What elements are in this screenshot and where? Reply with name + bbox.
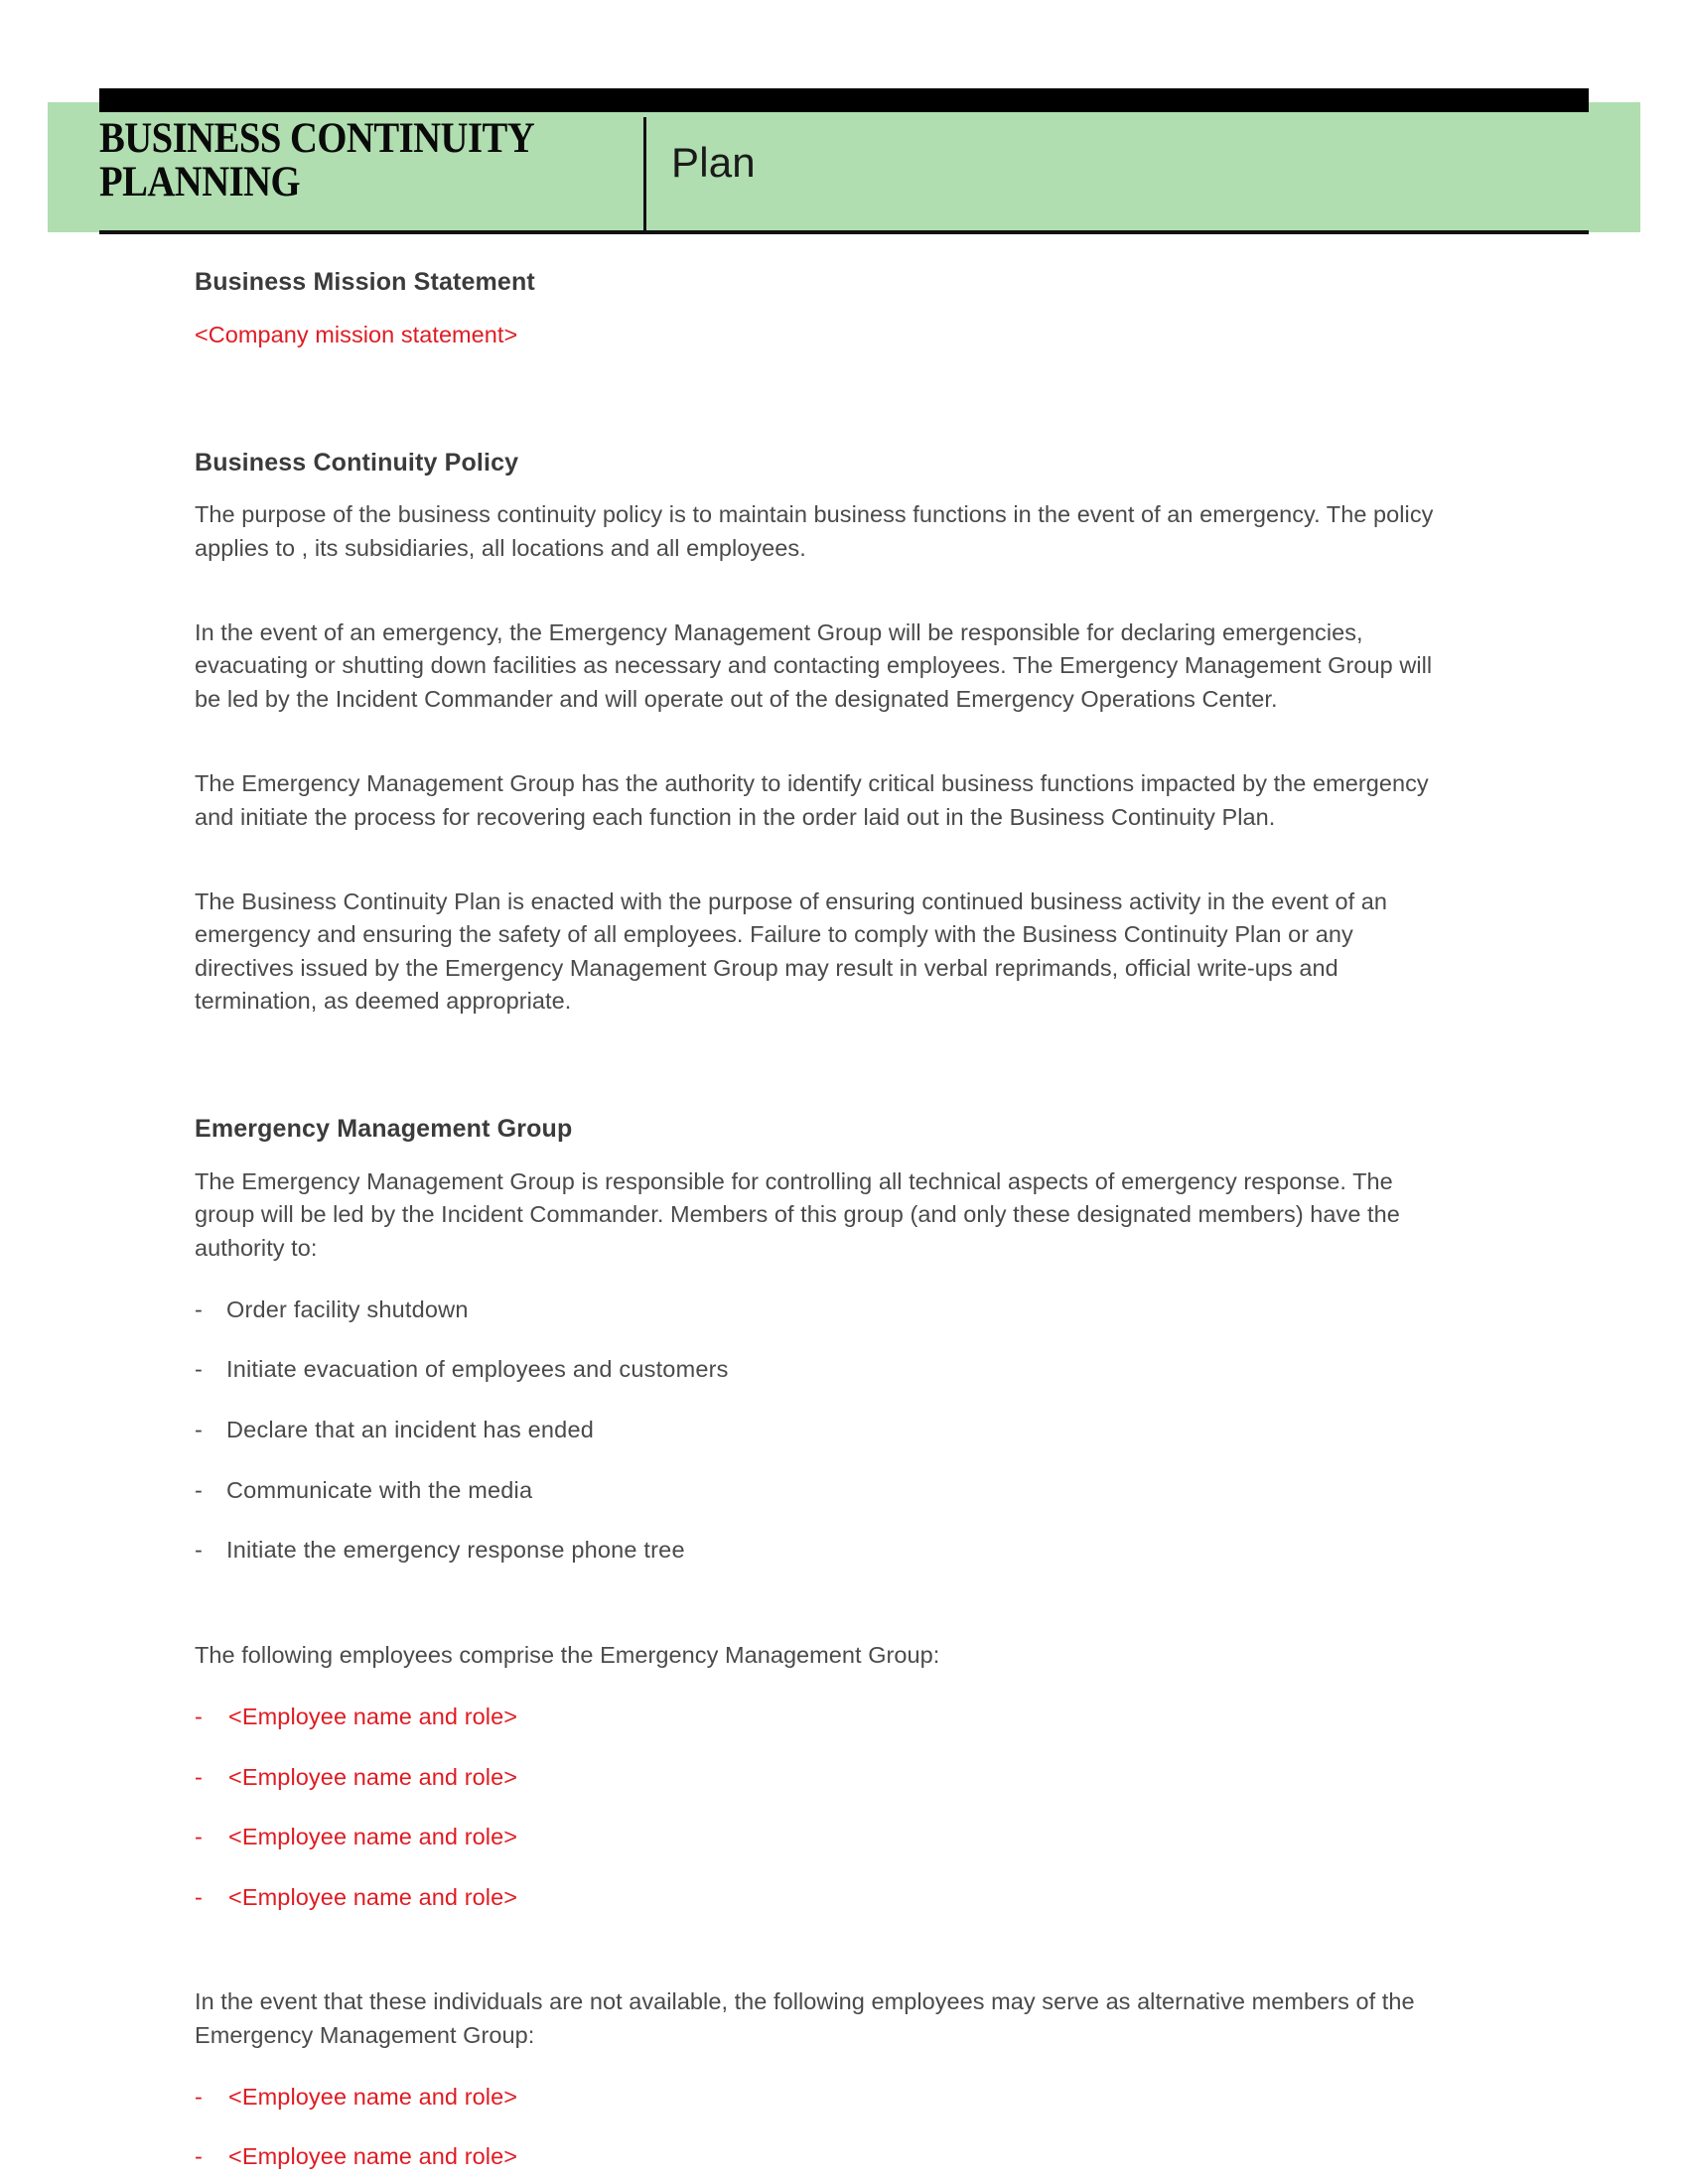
document-header: [0, 0, 1688, 248]
dash-bullet-icon: -: [195, 1416, 203, 1442]
emg-authority-list: [195, 1295, 1448, 1566]
list-item-label: Communicate with the media: [226, 1476, 533, 1503]
emg-members-list: [195, 1702, 1448, 1912]
spacer: [195, 2052, 1448, 2082]
dash-bullet-icon: -: [195, 1824, 203, 1850]
emg-alternates-list: [195, 2082, 1448, 2172]
mission-statement-placeholder: <Company mission statement>: [195, 321, 518, 347]
list-item: [195, 1415, 1448, 1445]
emg-members-intro: The following employees comprise the Emergency Management Group:: [195, 1641, 940, 1668]
list-item: [195, 1475, 1448, 1506]
list-item-label: <Employee name and role>: [228, 1703, 518, 1729]
heading-emergency-management-group: Emergency Management Group: [195, 1115, 573, 1144]
spacer: [195, 478, 1448, 498]
spacer: [195, 1265, 1448, 1295]
brand-logo: [99, 117, 582, 205]
list-item-label: Initiate the emergency response phone tree: [226, 1537, 685, 1564]
list-item-label: <Employee name and role>: [228, 2143, 518, 2170]
spacer: [195, 351, 1448, 447]
brand-logo-line-2: PLANNING: [99, 158, 301, 205]
header-bottom-rule: [99, 230, 1589, 234]
spacer: [195, 565, 1448, 616]
heading-business-mission-statement: Business Mission Statement: [195, 268, 535, 296]
dash-bullet-icon: -: [195, 2143, 203, 2170]
dash-bullet-icon: -: [195, 1296, 203, 1322]
list-item: [195, 1295, 1448, 1325]
brand-logo-line-1: BUSINESS CONTINUITY: [99, 115, 535, 162]
list-item: [195, 1535, 1448, 1566]
list-item-label: <Employee name and role>: [228, 1824, 518, 1850]
list-item: [195, 1762, 1448, 1793]
list-item: [195, 1702, 1448, 1732]
header-vertical-divider: [643, 117, 646, 234]
heading-business-continuity-policy: Business Continuity Policy: [195, 448, 519, 477]
header-black-bar: [99, 88, 1589, 112]
policy-paragraph-4: The Business Continuity Plan is enacted with the purpose of ensuring continued business activity in the event of an emergency and ensuring the safety of all employees. Failure to comply with the Business Continuity Plan or any directives issued by the Emergency Management Group may result in verbal reprimands, official write-ups and termination, as deemed appropriate.: [195, 887, 1388, 1014]
document-body: [195, 266, 1448, 2172]
list-item-label: <Employee name and role>: [228, 1763, 518, 1790]
spacer: [195, 834, 1448, 886]
list-item: [195, 1822, 1448, 1852]
list-item: [195, 2141, 1448, 2172]
list-item: [195, 2082, 1448, 2113]
spacer: [195, 1146, 1448, 1165]
list-item-label: <Employee name and role>: [228, 1883, 518, 1910]
list-item-label: Initiate evacuation of employees and customers: [226, 1356, 729, 1383]
policy-paragraph-2: In the event of an emergency, the Emergency Management Group will be responsible for declaring emergencies, evacuating or shutting down facilities as necessary and contacting employees. The Emergency Management Group will be led by the Incident Commander and will operate out of the designated Emergency Operations Center.: [195, 619, 1433, 712]
emg-intro-paragraph: The Emergency Management Group is responsible for controlling all technical aspects of emergency response. The group will be led by the Incident Commander. Members of this group (and only these designated members) have the authority to:: [195, 1167, 1400, 1261]
document-type-title: Plan: [671, 139, 756, 186]
spacer: [195, 299, 1448, 319]
list-item: [195, 1882, 1448, 1913]
dash-bullet-icon: -: [195, 1883, 203, 1910]
list-item-label: Declare that an incident has ended: [226, 1416, 594, 1442]
dash-bullet-icon: -: [195, 2083, 203, 2110]
spacer: [195, 1018, 1448, 1113]
dash-bullet-icon: -: [195, 1537, 203, 1564]
list-item: [195, 1354, 1448, 1385]
spacer: [195, 1912, 1448, 1985]
dash-bullet-icon: -: [195, 1476, 203, 1503]
policy-paragraph-3: The Emergency Management Group has the authority to identify critical business functions impacted by the emergency and initiate the process for recovering each function in the order laid out in the Business Continuity Plan.: [195, 770, 1429, 830]
dash-bullet-icon: -: [195, 1763, 203, 1790]
spacer: [195, 716, 1448, 767]
policy-paragraph-1: The purpose of the business continuity policy is to maintain business functions in the event of an emergency. The policy applies to , its subsidiaries, all locations and all employees.: [195, 501, 1434, 561]
spacer: [195, 1566, 1448, 1639]
spacer: [195, 1672, 1448, 1702]
list-item-label: Order facility shutdown: [226, 1296, 469, 1322]
dash-bullet-icon: -: [195, 1703, 203, 1729]
dash-bullet-icon: -: [195, 1356, 203, 1383]
list-item-label: <Employee name and role>: [228, 2083, 518, 2110]
emg-alternates-intro: In the event that these individuals are not available, the following employees may serve as alternative members of the Emergency Management Group:: [195, 1988, 1415, 2048]
